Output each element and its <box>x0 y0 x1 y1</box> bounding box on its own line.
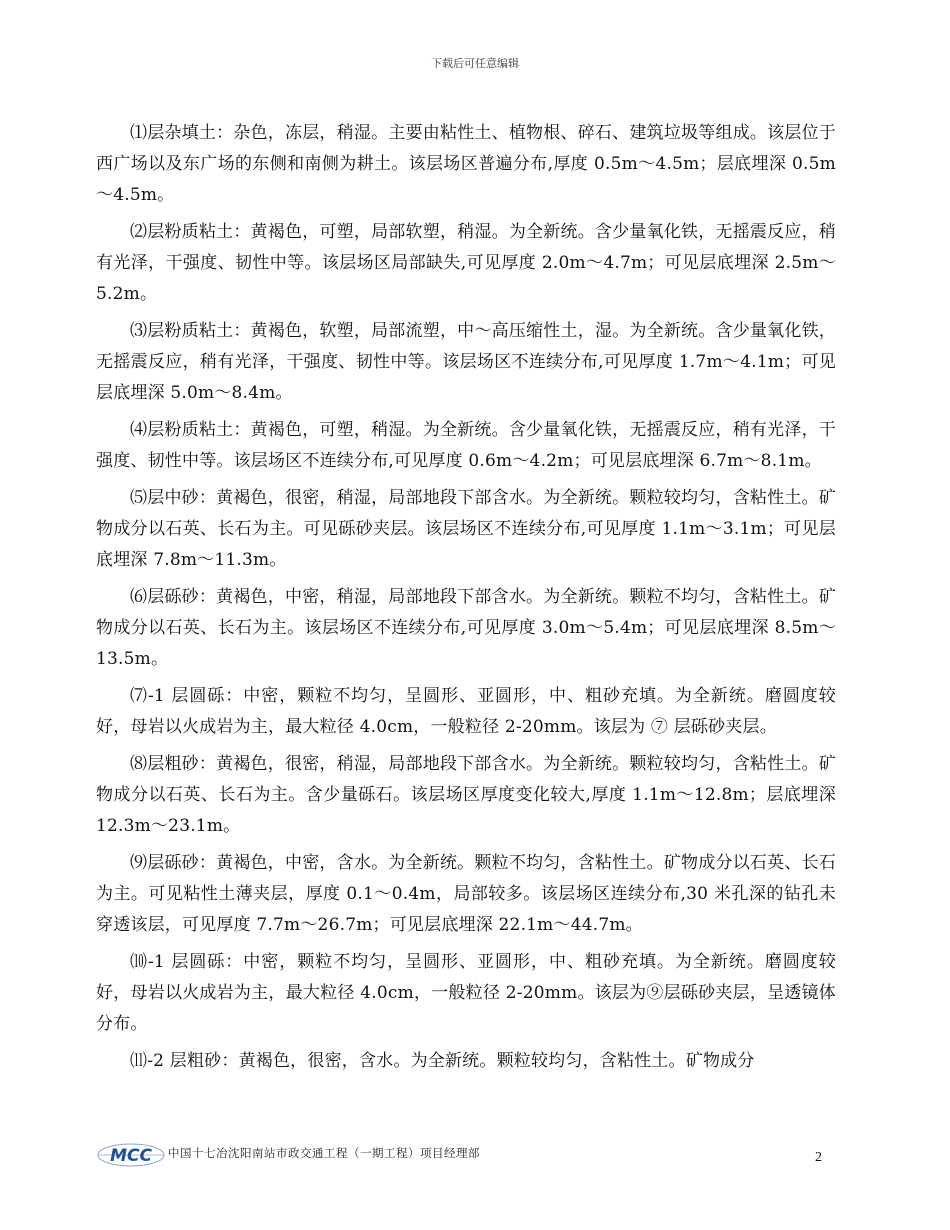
page-footer <box>96 1140 836 1170</box>
paragraph-layer-10-1: ⑽-1 层圆砾：中密，颗粒不均匀，呈圆形、亚圆形，中、粗砂充填。为全新统。磨圆度较好，母岩以火成岩为主，最大粒径 4.0cm，一般粒径 2-20mm。该层为⑨层砾砂夹层，呈透镜体分布。 <box>96 952 836 1034</box>
paragraph-layer-11-2: ⑾-2 层粗砂：黄褐色，很密，含水。为全新统。颗粒较均匀，含粘性土。矿物成分 <box>130 1051 755 1071</box>
paragraph-layer-2: ⑵层粉质粘土：黄褐色，可塑，局部软塑，稍湿。为全新统。含少量氧化铁，无摇震反应，稍有光泽，干强度、韧性中等。该层场区局部缺失,可见厚度 2.0m～4.7m；可见层底埋深 2.5m～5.2m。 <box>96 222 836 304</box>
page-number: 2 <box>815 1150 822 1165</box>
paragraph-layer-5: ⑸层中砂：黄褐色，很密，稍湿，局部地段下部含水。为全新统。颗粒较均匀，含粘性土。矿物成分以石英、长石为主。可见砾砂夹层。该层场区不连续分布,可见厚度 1.1m～3.1m；可见层底埋深 7.8m～11.3m。 <box>96 488 836 570</box>
document-body <box>96 118 836 1083</box>
mcc-logo <box>96 1142 166 1168</box>
paragraph-layer-6: ⑹层砾砂：黄褐色，中密，稍湿，局部地段下部含水。为全新统。颗粒不均匀，含粘性土。矿物成分以石英、长石为主。该层场区不连续分布,可见厚度 3.0m～5.4m；可见层底埋深 8.5m～13.5m。 <box>96 587 836 669</box>
paragraph-layer-3: ⑶层粉质粘土：黄褐色，软塑，局部流塑，中～高压缩性土，湿。为全新统。含少量氧化铁，无摇震反应，稍有光泽，干强度、韧性中等。该层场区不连续分布,可见厚度 1.7m～4.1m；可见层底埋深 5.0m～8.4m。 <box>96 321 836 403</box>
paragraph-layer-9: ⑼层砾砂：黄褐色，中密，含水。为全新统。颗粒不均匀，含粘性土。矿物成分以石英、长石为主。可见粘性土薄夹层，厚度 0.1～0.4m，局部较多。该层场区连续分布,30 米孔深的钻孔未穿透该层，可见厚度 7.7m～26.7m；可见层底埋深 22.1m～44.7m。 <box>96 853 836 935</box>
paragraph-layer-1: ⑴层杂填土：杂色，冻层，稍湿。主要由粘性土、植物根、碎石、建筑垃圾等组成。该层位于西广场以及东广场的东侧和南侧为耕土。该层场区普遍分布,厚度 0.5m～4.5m；层底埋深 0.5m～4.5m。 <box>96 123 836 205</box>
paragraph-layer-4: ⑷层粉质粘土：黄褐色，可塑，稍湿。为全新统。含少量氧化铁，无摇震反应，稍有光泽，干强度、韧性中等。该层场区不连续分布,可见厚度 0.6m～4.2m；可见层底埋深 6.7m～8.1m。 <box>96 420 836 471</box>
paragraph-layer-8: ⑻层粗砂：黄褐色，很密，稍湿，局部地段下部含水。为全新统。颗粒较均匀，含粘性土。矿物成分以石英、长石为主。含少量砾石。该层场区厚度变化较大,厚度 1.1m～12.8m；层底埋深 12.3m～23.1m。 <box>96 754 836 836</box>
header-note: 下载后可任意编辑 <box>431 57 519 70</box>
logo-text: MCC <box>110 1146 152 1166</box>
paragraph-layer-7-1: ⑺-1 层圆砾：中密，颗粒不均匀，呈圆形、亚圆形，中、粗砂充填。为全新统。磨圆度较好，母岩以火成岩为主，最大粒径 4.0cm，一般粒径 2-20mm。该层为 ⑦ 层砾砂夹层。 <box>96 686 836 737</box>
organization-name: 中国十七冶沈阳南站市政交通工程（一期工程）项目经理部 <box>168 1146 480 1160</box>
